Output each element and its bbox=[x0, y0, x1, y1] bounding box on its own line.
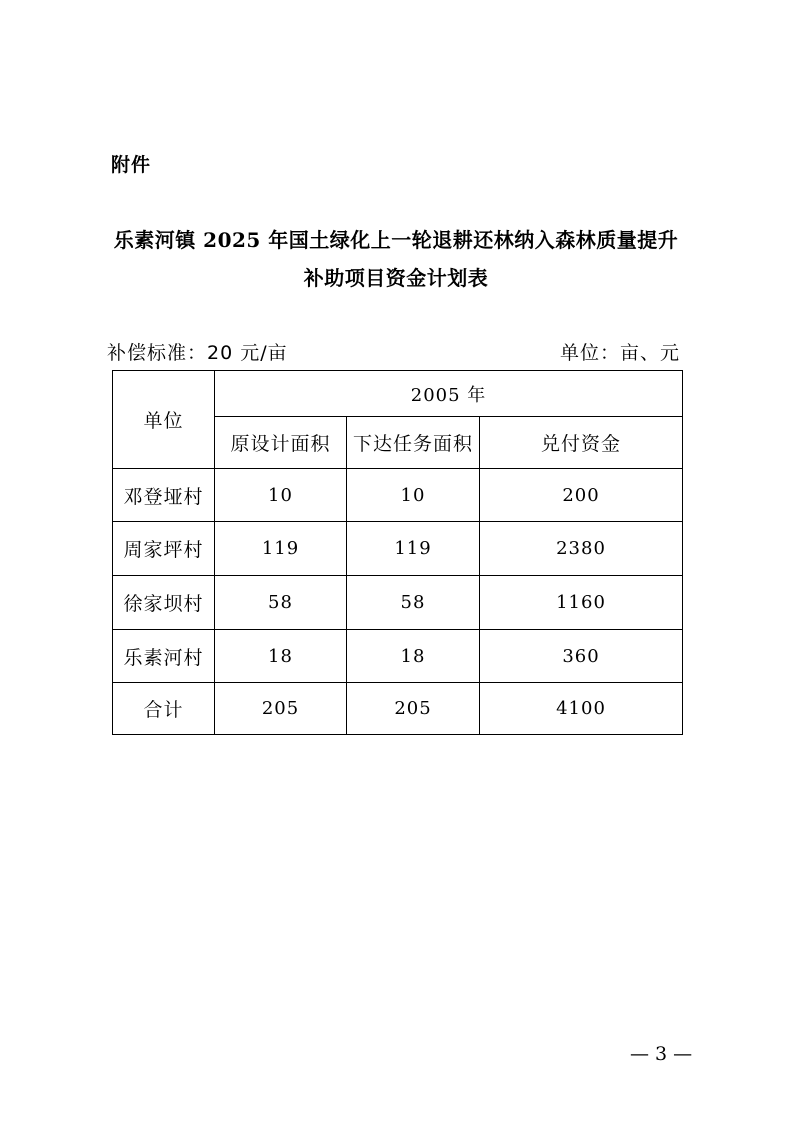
row-task-area: 18 bbox=[347, 630, 480, 683]
table-row bbox=[113, 522, 683, 576]
row-total-label: 合计 bbox=[113, 683, 215, 735]
header-unit: 单位 bbox=[113, 371, 215, 469]
funding-plan-table bbox=[112, 370, 683, 735]
row-task-area: 119 bbox=[347, 522, 480, 576]
row-task-area: 10 bbox=[347, 469, 480, 522]
attachment-label: 附件 bbox=[111, 154, 152, 176]
row-village-name: 徐家坝村 bbox=[113, 576, 215, 630]
header-year: 2005 年 bbox=[215, 371, 683, 417]
row-funds: 4100 bbox=[480, 683, 683, 735]
header-task-area: 下达任务面积 bbox=[347, 417, 480, 469]
row-design-area: 205 bbox=[215, 683, 347, 735]
header-design-area: 原设计面积 bbox=[215, 417, 347, 469]
compensation-standard: 补偿标准：20 元/亩 bbox=[107, 342, 288, 364]
row-design-area: 58 bbox=[215, 576, 347, 630]
table-row-total bbox=[113, 683, 683, 735]
table-header-row-year bbox=[113, 371, 683, 417]
page-number: — 3 — bbox=[630, 1043, 693, 1065]
row-funds: 360 bbox=[480, 630, 683, 683]
row-village-name: 乐素河村 bbox=[113, 630, 215, 683]
row-task-area: 205 bbox=[347, 683, 480, 735]
document-title-line-1: 乐素河镇 2025 年国土绿化上一轮退耕还林纳入森林质量提升 bbox=[113, 228, 679, 252]
header-funds: 兑付资金 bbox=[480, 417, 683, 469]
row-funds: 200 bbox=[480, 469, 683, 522]
row-funds: 1160 bbox=[480, 576, 683, 630]
document-title-line-2: 补助项目资金计划表 bbox=[303, 266, 489, 290]
row-design-area: 18 bbox=[215, 630, 347, 683]
unit-note: 单位：亩、元 bbox=[559, 342, 680, 364]
row-village-name: 周家坪村 bbox=[113, 522, 215, 576]
table-row bbox=[113, 469, 683, 522]
table-row bbox=[113, 576, 683, 630]
row-design-area: 10 bbox=[215, 469, 347, 522]
row-design-area: 119 bbox=[215, 522, 347, 576]
row-task-area: 58 bbox=[347, 576, 480, 630]
row-funds: 2380 bbox=[480, 522, 683, 576]
row-village-name: 邓登垭村 bbox=[113, 469, 215, 522]
table-row bbox=[113, 630, 683, 683]
